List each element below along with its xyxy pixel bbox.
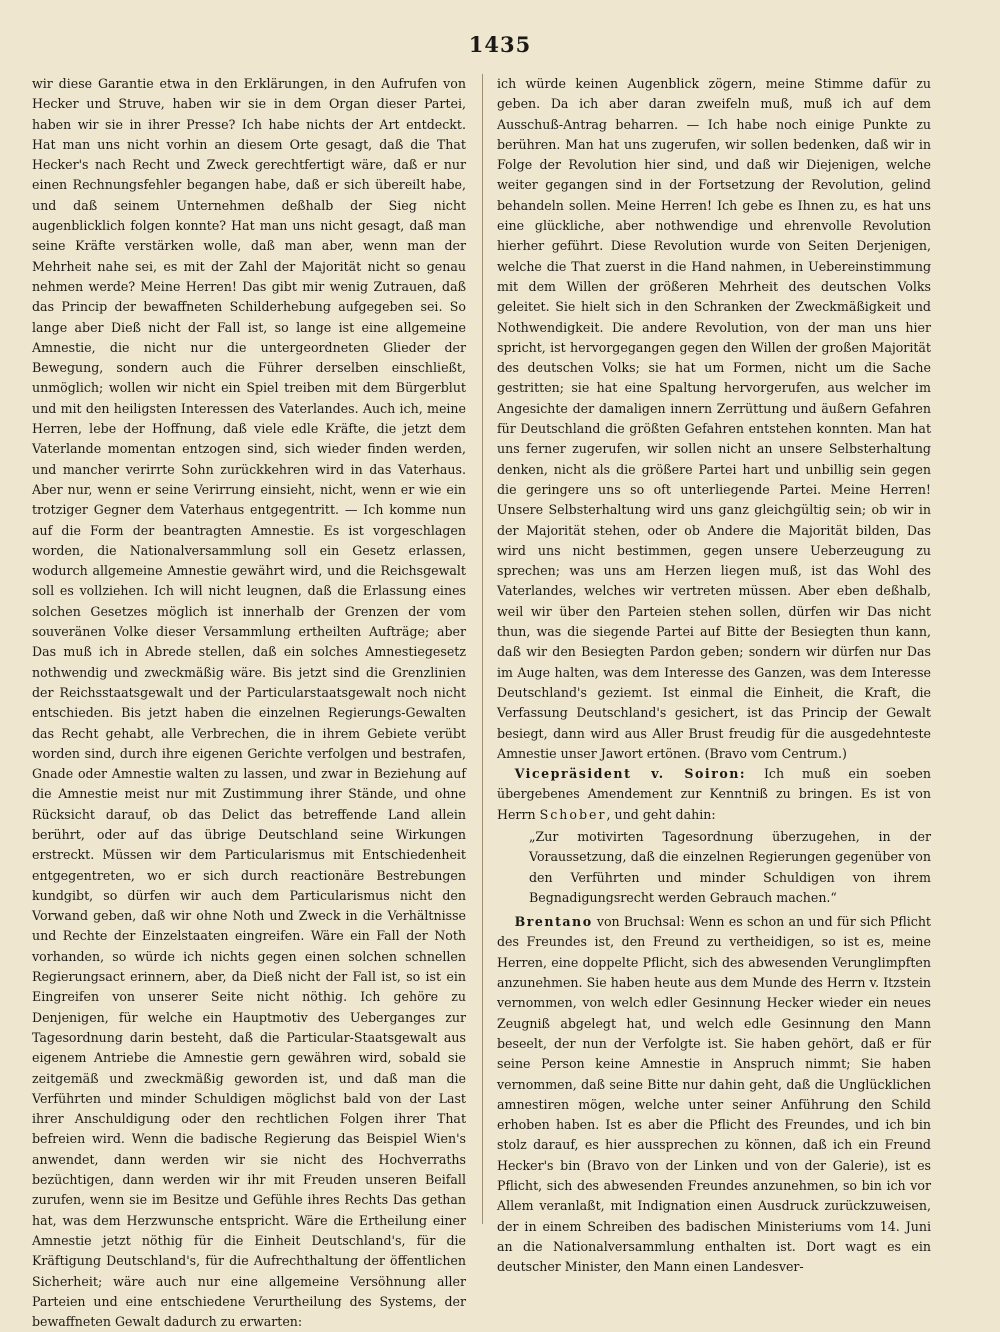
name-schober: Schober <box>539 806 607 822</box>
column-divider <box>482 74 483 1224</box>
brentano-text: von Bruchsal: Wenn es schon an und für sich Pflicht des Freundes ist, den Freund zu vertheidigen, so ist es, meine Herren, eine doppelte Pflicht, sich des abwesenden Verunglimpften anzunehmen. Sie haben heute aus dem Munde des Herrn v. Itzstein vernommen, von welch edler Gesinnung Hecker wieder ein neues Zeugniß abgelegt hat, und welch edle Gesinnung den Mann beseelt, der nun der Verfolgte ist. Sie haben gehört, daß er für seine Person keine Amnestie in Anspruch nimmt; Sie haben vernommen, daß seine Bitte nur dahin geht, daß die Unglücklichen amnestiren mögen, welche unter seiner Anführung den Schild erhoben haben. Ist es aber die Pflicht des Freundes, und ich bin stolz darauf, es hier aussprechen zu können, daß ich ein Freund Hecker's bin (Bravo von der Linken und von der Galerie), ist es Pflicht, sich des abwesenden Freundes anzunehmen, so bin ich vor Allem veranlaßt, mit Indignation einen Ausdruck zurückzuweisen, der in einem Schreiben des badischen Ministeriums vom 14. Juni an die Nationalversammlung enthalten ist. Dort wagt es ein deutscher Minister, den Mann einen Landesver- <box>497 914 931 1275</box>
continuation-paragraph: ich würde keinen Augenblick zögern, meine Stimme dafür zu geben. Da ich aber daran zweifeln muß, muß ich auf dem Ausschuß-Antrag beharren. — Ich habe noch einige Punkte zu berühren. Man hat uns zugerufen, wir sollen bedenken, daß wir in Folge der Revolution hier sind, und daß wir Diejenigen, welche weiter gegangen sind in der Fortsetzung der Revolution, gelind behandeln sollen. Meine Herren! Ich gebe es Ihnen zu, es hat uns eine glückliche, aber nothwendige und ehrenvolle Revolution hierher geführt. Diese Revolution wurde von Seiten Derjenigen, welche die That zuerst in die Hand nahmen, in Uebereinstimmung mit dem Willen der größeren Mehrheit des deutschen Volks geleitet. Sie hielt sich in den Schranken der Zweckmäßigkeit und Nothwendigkeit. Die andere Revolution, von der man uns hier spricht, ist hervorgegangen gegen den Willen der großen Majorität des deutschen Volks; sie hat um Formen, nicht um die Sache gestritten; sie hat eine Spaltung hervorgerufen, aus welcher im Angesichte der damaligen innern Zerrüttung und äußern Gefahren für Deutschland die größten Gefahren entstehen konnten. Man hat uns ferner zugerufen, wir sollen nicht an unsere Selbsterhaltung denken, nicht als die größere Partei hart und unbillig sein gegen die geringere uns so oft unterliegende Partei. Meine Herren! Unsere Selbsterhaltung wird uns ganz gleichgültig sein; ob wir in der Majorität stehen, oder ob Andere die Majorität bilden, Das wird uns nicht bestimmen, gegen unsere Ueberzeugung zu sprechen; was uns am Herzen liegen muß, ist das Wohl des Vaterlandes, welches wir vertreten müssen. Aber eben deßhalb, weil wir über den Parteien stehen sollen, dürfen wir Das nicht thun, was die siegende Partei auf Bitte der Besiegten thun kann, daß wir den Besiegten Pardon geben; sondern wir dürfen nur Das im Auge halten, was dem Interesse des Ganzen, was dem Interesse Deutschland's geziemt. Ist einmal die Einheit, die Kraft, die Verfassung Deutschland's gesichert, ist das Princip der Gewalt besiegt, dann wird aus Aller Brust freudig für die ausgedehnteste Amnestie unser Jawort ertönen. (Bravo vom Centrum.) <box>497 76 931 761</box>
right-column <box>497 74 931 1275</box>
vice-president-paragraph <box>497 764 931 825</box>
vice-president-text-1: Ich muß ein soeben übergebenes Amendement zur Kenntniß zu bringen. Es ist von Herrn <box>497 766 931 822</box>
brentano-paragraph <box>497 912 931 1277</box>
left-column <box>32 74 466 1330</box>
vice-president-text-2: , und geht dahin: <box>606 806 716 822</box>
speaker-name-brentano: Brentano <box>514 914 593 930</box>
speaker-name-soiron: Vicepräsident v. Soiron: <box>514 766 747 782</box>
page-number: 1435 <box>468 32 532 57</box>
left-column-text: wir diese Garantie etwa in den Erklärungen, in den Aufrufen von Hecker und Struve, haben wir sie in dem Organ dieser Partei, haben wir sie in ihrer Presse? Ich habe nichts der Art entdeckt. Hat man uns nicht vorhin an diesem Orte gesagt, daß die That Hecker's nach Recht und Zweck gerechtfertigt wäre, daß er nur einen Rechnungsfehler begangen habe, daß er sich übereilt habe, und daß seinem Unternehmen deßhalb der Sieg nicht augenblicklich folgen konnte? Hat man uns nicht gesagt, daß man seine Kräfte verstärken wolle, daß man aber, wenn man der Mehrheit nahe sei, es mit der Zahl der Majorität nicht so genau nehmen werde? Meine Herren! Das gibt mir wenig Zutrauen, daß das Princip der bewaffneten Schilderhebung aufgegeben sei. So lange aber Dieß nicht der Fall ist, so lange ist eine allgemeine Amnestie, die nicht nur die untergeordneten Glieder der Bewegung, sondern auch die Führer derselben einschließt, unmöglich; wollen wir nicht ein Spiel treiben mit dem Bürgerblut und mit den heiligsten Interessen des Vaterlandes. Auch ich, meine Herren, lebe der Hoffnung, daß viele edle Kräfte, die jetzt dem Vaterlande momentan entzogen sind, sich wieder finden werden, und mancher verirrte Sohn zurückkehren wird in das Vaterhaus. Aber nur, wenn er seine Verirrung einsieht, nicht, wenn er wie ein trotziger Gegner dem Vaterhaus entgegentritt. — Ich komme nun auf die Form der beantragten Amnestie. Es ist vorgeschlagen worden, die Nationalversammlung soll ein Gesetz erlassen, wodurch allgemeine Amnestie gewährt wird, und die Reichsgewalt soll es vollziehen. Ich will nicht leugnen, daß die Erlassung eines solchen Gesetzes möglich ist innerhalb der Grenzen der vom souveränen Volke dieser Versammlung ertheilten Aufträge; aber Das muß ich in Abrede stellen, daß ein solches Amnestiegesetz nothwendig und zweckmäßig wäre. Bis jetzt sind die Grenzlinien der Reichsstaatsgewalt und der Particularstaatsgewalt noch nicht entschieden. Bis jetzt haben die einzelnen Regierungs-Gewalten das Recht gehabt, alle Verbrechen, die in ihrem Gebiete verübt worden sind, durch ihre eigenen Gerichte verfolgen und bestrafen, Gnade oder Amnestie walten zu lassen, und zwar in Beziehung auf die Amnestie meist nur mit Zustimmung ihrer Stände, und ohne Rücksicht darauf, ob das Delict das betreffende Land allein berührt, oder auf das übrige Deutschland seine Wirkungen erstreckt. Müssen wir dem Particularismus mit Entschiedenheit entgegentreten, wo er sich durch reactionäre Bestrebungen kundgibt, so dürfen wir auch dem Particularismus nicht den Vorwand geben, daß wir ohne Noth und Zweck in die Verhältnisse und Rechte der Einzelstaaten eingreifen. Wäre ein Fall der Noth vorhanden, so würde ich nichts gegen einen solchen schnellen Regierungsact erinnern, aber, da Dieß nicht der Fall ist, so ist ein Eingreifen von unserer Seite nicht nöthig. Ich gehöre zu Denjenigen, für welche ein Hauptmotiv des Ueberganges zur Tagesordnung darin besteht, daß die Particular-Staatsgewalt aus eigenem Antriebe die Amnestie gern gewähren wird, sobald sie zeitgemäß und zweckmäßig geworden ist, und daß man die Verführten und minder Schuldigen möglichst bald von der Last ihrer Anschuldigung oder den rechtlichen Folgen ihrer That befreien wird. Wenn die badische Regierung das Beispiel Wien's anwendet, dann werden wir sie nicht des Hochverraths bezüchtigen, dann werden wir ihr mit Freuden unseren Beifall zurufen, wenn sie im Besitze und Gefühle ihres Rechts Das gethan hat, was dem Herzwunsche entspricht. Wäre die Ertheilung einer Amnestie jetzt nöthig für die Einheit Deutschland's, für die Kräftigung Deutschland's, für die Aufrechthaltung der öffentlichen Sicherheit; wäre auch nur eine allgemeine Versöhnung aller Parteien und eine entschiedene Verurtheilung des Systems, der bewaffneten Gewalt dadurch zu erwarten: <box>32 76 466 1330</box>
amendment-quote: „Zur motivirten Tagesordnung überzugehen, in der Voraussetzung, daß die einzelnen Regierungen gegenüber von den Verführten und minder Schuldigen von ihrem Begnadigungsrecht werden Gebrauch machen.“ <box>529 828 931 905</box>
